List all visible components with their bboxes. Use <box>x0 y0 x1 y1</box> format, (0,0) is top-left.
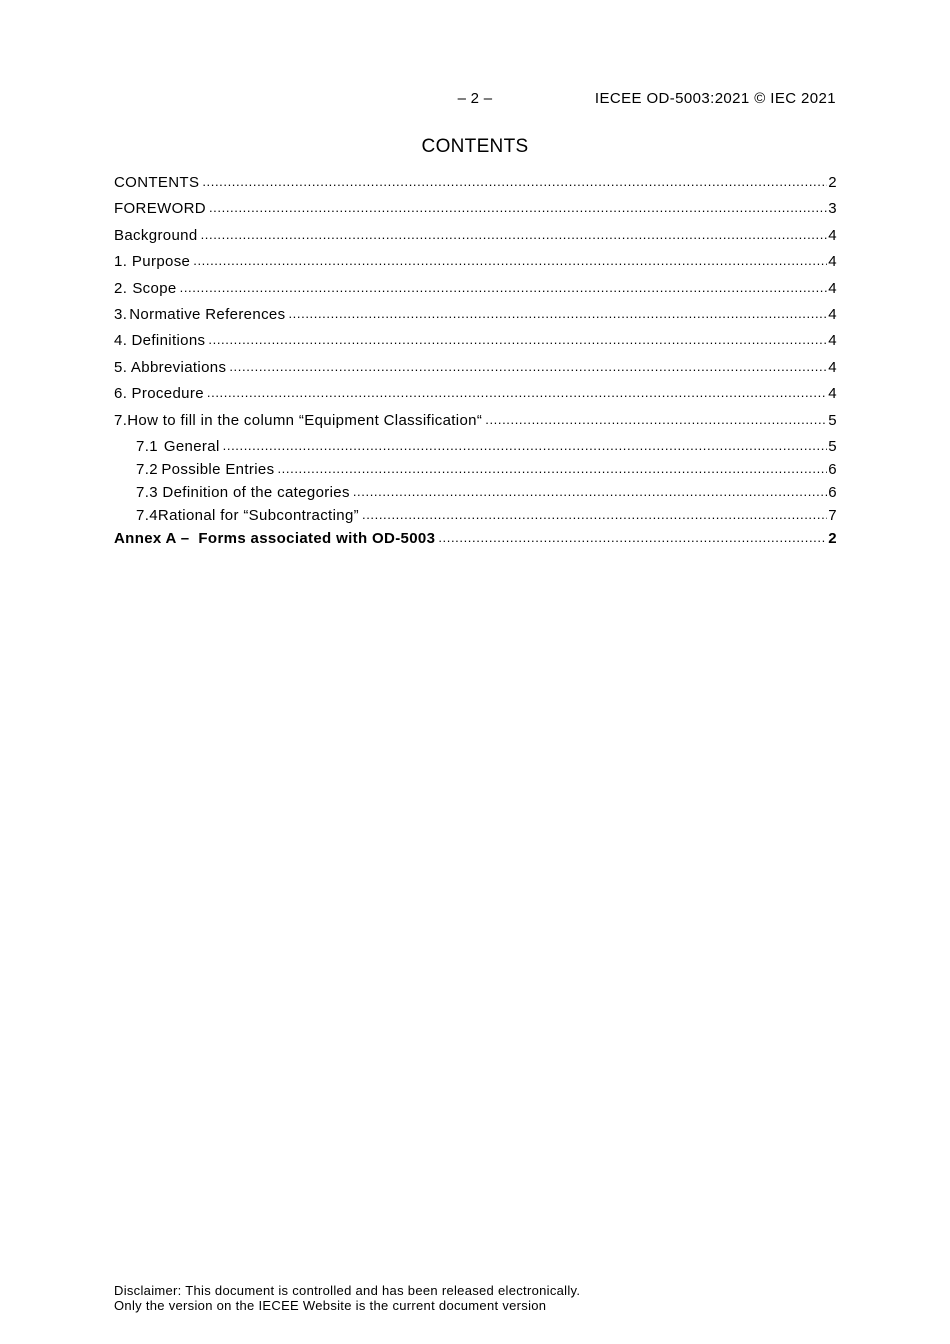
toc-entry-label: General <box>163 437 220 455</box>
toc-entry-page: 4 <box>828 332 837 350</box>
toc-entry-page: 4 <box>828 305 837 323</box>
toc-entry-label: Definitions <box>131 332 206 350</box>
disclaimer-line-2: Only the version on the IECEE Website is the current document version <box>114 1298 547 1313</box>
toc-entry-number: 7.2 <box>136 460 158 478</box>
toc-entry-annex-a[interactable] <box>114 530 837 553</box>
toc-entry-label: Abbreviations <box>130 358 227 376</box>
toc-leader-dots <box>353 483 827 501</box>
toc-entry-label: Normative References <box>129 305 286 323</box>
disclaimer-line-1: Disclaimer: This document is controlled and has been released electronically. <box>114 1283 581 1298</box>
toc-entry-label: CONTENTS <box>114 174 200 191</box>
toc-entry-page: 6 <box>828 483 837 501</box>
toc-entry-possible-entries[interactable] <box>114 461 837 484</box>
page-number: – 2 – <box>457 90 493 107</box>
table-of-contents <box>114 174 837 553</box>
toc-leader-dots <box>201 226 828 244</box>
disclaimer <box>114 1283 580 1313</box>
contents-title: CONTENTS <box>421 136 529 157</box>
toc-entry-label: Definition of the categories <box>157 483 350 501</box>
document-reference: IECEE OD-5003:2021 © IEC 2021 <box>594 90 836 107</box>
toc-entry-label: Background <box>114 226 198 244</box>
toc-entry-page: 4 <box>828 253 837 271</box>
toc-entry-page: 5 <box>828 411 837 429</box>
toc-leader-dots <box>208 331 827 349</box>
toc-entry-label: Scope <box>132 279 177 297</box>
toc-entry-page: 4 <box>828 385 837 403</box>
toc-leader-dots <box>223 437 828 455</box>
toc-entry-page: 6 <box>828 460 837 478</box>
toc-entry-label: FOREWORD <box>114 200 206 218</box>
toc-leader-dots <box>207 384 827 402</box>
toc-leader-dots <box>485 411 827 429</box>
toc-entry-background[interactable] <box>114 227 837 253</box>
toc-leader-dots <box>438 529 827 547</box>
toc-entry-page: 7 <box>828 506 837 524</box>
toc-entry-number: 2. <box>114 279 128 297</box>
toc-entry-page: 2 <box>828 529 837 547</box>
toc-entry-number: 4. <box>114 332 128 350</box>
toc-entry-number: 3. <box>114 305 128 323</box>
toc-entry-number: 7.3 <box>136 483 158 501</box>
toc-entry-definition-of-categories[interactable] <box>114 484 837 507</box>
toc-entry-label: Possible Entries <box>161 460 275 478</box>
toc-leader-dots <box>229 358 827 376</box>
toc-entry-number: 7.1 <box>136 437 158 455</box>
toc-entry-label: Procedure <box>131 385 204 403</box>
toc-entry-equipment-classification[interactable] <box>114 412 837 438</box>
toc-entry-label: Purpose <box>131 253 191 271</box>
toc-entry-page: 3 <box>828 200 837 218</box>
toc-entry-label: How to fill in the column “Equipment Classification“ <box>127 411 483 429</box>
toc-leader-dots <box>180 279 828 297</box>
toc-entry-number: 6. <box>114 385 128 403</box>
toc-entry-contents[interactable] <box>114 174 837 200</box>
toc-entry-page: 4 <box>828 358 837 376</box>
toc-entry-page: 4 <box>828 279 837 297</box>
toc-entry-label: Rational for “Subcontracting” <box>157 506 359 524</box>
toc-entry-purpose[interactable] <box>114 253 837 279</box>
toc-leader-dots <box>288 305 827 323</box>
toc-entry-number: 1. <box>114 253 128 271</box>
toc-entry-scope[interactable] <box>114 280 837 306</box>
toc-leader-dots <box>202 173 827 191</box>
toc-entry-page: 5 <box>828 437 837 455</box>
toc-entry-rational-subcontracting[interactable] <box>114 507 837 530</box>
toc-leader-dots <box>277 460 827 478</box>
toc-entry-number: 7. <box>114 411 128 429</box>
toc-entry-page: 2 <box>828 174 837 191</box>
toc-entry-label: Annex A – Forms associated with OD-5003 <box>114 529 436 547</box>
toc-entry-normative-references[interactable] <box>114 306 837 332</box>
toc-entry-foreword[interactable] <box>114 200 837 226</box>
toc-entry-number: 7.4 <box>136 506 158 524</box>
toc-entry-number: 5. <box>114 358 128 376</box>
toc-entry-general[interactable] <box>114 438 837 461</box>
toc-entry-procedure[interactable] <box>114 385 837 411</box>
toc-leader-dots <box>209 199 827 217</box>
toc-entry-definitions[interactable] <box>114 332 837 358</box>
toc-leader-dots <box>193 252 827 270</box>
toc-leader-dots <box>362 506 827 524</box>
toc-entry-abbreviations[interactable] <box>114 359 837 385</box>
toc-entry-page: 4 <box>828 226 837 244</box>
